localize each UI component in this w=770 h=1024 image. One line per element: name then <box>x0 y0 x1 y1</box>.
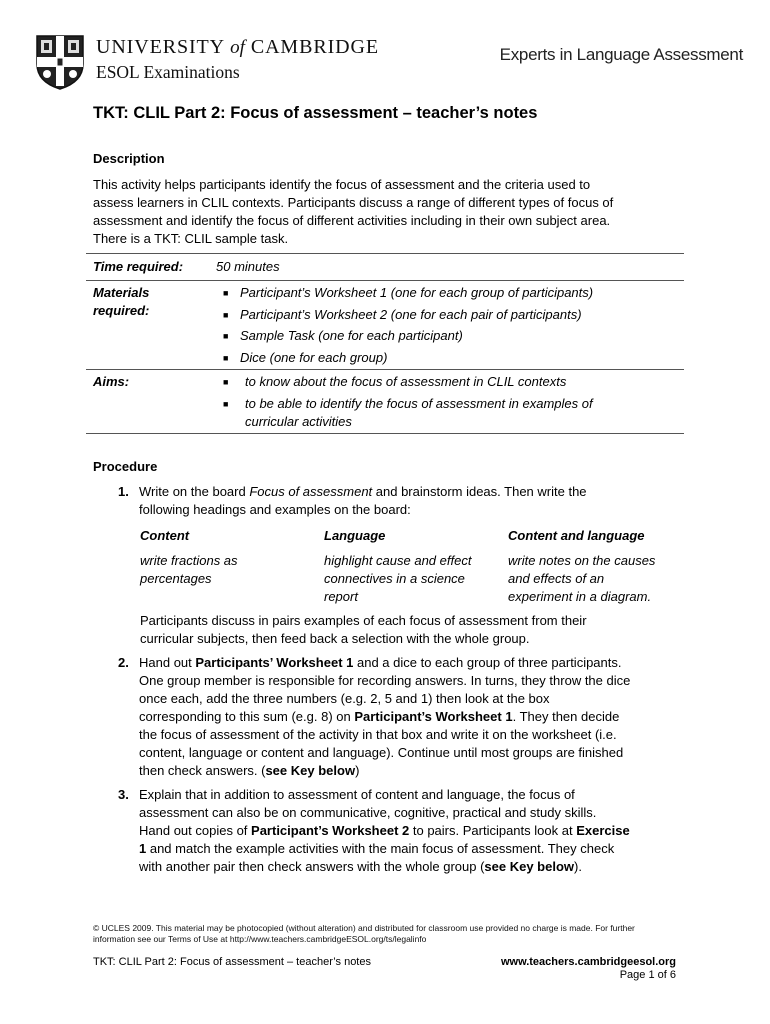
step-number: 2. <box>118 655 129 670</box>
materials-list <box>216 284 593 370</box>
page-title: TKT: CLIL Part 2: Focus of assessment – teacher’s notes <box>93 104 538 122</box>
column-body: write notes on the causes and effects of an experiment in a diagram. <box>508 553 656 604</box>
bullet-icon: ■ <box>223 352 229 363</box>
footer-info <box>501 956 676 982</box>
procedure-step-3: 3. Explain that in addition to assessment of content and language, the focus of assessment can also be on communicative, cognitive, practical and study skills. Hand out copies of Participant’s Worksheet 2 to pairs. Participants look at Exercise 1 and match the example activities with the main focus of assessment. They check with another pair then check answers with the whole group (see Key below). <box>118 787 630 874</box>
procedure-step-2: 2. Hand out Participants’ Worksheet 1 and a dice to each group of three participants. One group member is responsible for recording answers. In turns, they throw the dice once each, add the three numbers (e.g. 2, 5 and 1) then look at the box corresponding to this sum (e.g. 8) on Participant’s Worksheet 1. They then decide the focus of assessment of the activity in that box and write it on the worksheet (i.e. content, language or content and language). Continue until most groups are finished then check answers. (see Key below) <box>118 655 631 778</box>
column-content <box>140 527 238 588</box>
bullet-icon: ■ <box>223 399 229 409</box>
step-1-followup: Participants discuss in pairs examples of each focus of assessment from their curricular subjects, then feed back a selection with the whole group. <box>140 613 587 646</box>
list-item: ■ Participant’s Worksheet 2 (one for each pair of participants) <box>223 306 582 322</box>
tagline: Experts in Language Assessment <box>499 45 743 64</box>
time-row <box>86 253 684 280</box>
list-item: ■ to be able to identify the focus of assessment in examples of curricular activities <box>223 396 593 429</box>
list-item: ■ to know about the focus of assessment in CLIL contexts <box>223 374 567 389</box>
description-line: This activity helps participants identify the focus of assessment and the criteria used to <box>93 177 591 192</box>
procedure-step-1: 1. Write on the board Focus of assessment and brainstorm ideas. Then write the following headings and examples on the board: <box>118 484 587 517</box>
university-name: UNIVERSITY of CAMBRIDGE <box>96 36 379 58</box>
bullet-icon: ■ <box>223 377 229 387</box>
materials-row <box>86 280 684 369</box>
step-number: 3. <box>118 787 129 802</box>
list-item: ■ Sample Task (one for each participant) <box>223 328 463 343</box>
aims-list <box>216 373 593 431</box>
description-heading: Description <box>93 151 165 166</box>
column-language <box>324 527 471 606</box>
description-line: assess learners in CLIL contexts. Participants discuss a range of different types of focus of <box>93 195 614 210</box>
aims-label: Aims: <box>93 374 130 389</box>
description-text <box>93 176 683 248</box>
bullet-icon: ■ <box>223 309 229 320</box>
column-heading: Content and language <box>508 528 645 543</box>
column-heading: Language <box>324 528 386 543</box>
page-number: Page 1 of 6 <box>619 969 676 981</box>
description-line: assessment and identify the focus of different activities including in their own subject area. <box>93 213 611 228</box>
cambridge-crest-logo <box>35 34 85 90</box>
esol-examinations: ESOL Examinations <box>96 62 240 82</box>
time-label: Time required: <box>93 259 184 274</box>
footer-url[interactable]: www.teachers.cambridgeesol.org <box>500 956 676 968</box>
info-table <box>86 253 684 434</box>
list-item: ■ Dice (one for each group) <box>223 349 388 365</box>
procedure-heading: Procedure <box>93 459 158 474</box>
step-number: 1. <box>118 484 129 499</box>
description-line: There is a TKT: CLIL sample task. <box>93 231 289 246</box>
aims-row <box>86 369 684 434</box>
copyright-notice: © UCLES 2009. This material may be photocopied (without alteration) and distributed for classroom use provided no charge is made. For further information see our Terms of Use at http://www.teachers.cambridgeESOL.org/ts/legalinfo <box>93 923 635 944</box>
column-content-and-language <box>508 527 655 606</box>
footer-doc-name: TKT: CLIL Part 2: Focus of assessment – teacher’s notes <box>93 956 371 968</box>
column-body: highlight cause and effect connectives in a science report <box>324 553 472 604</box>
page-header <box>0 0 770 95</box>
bullet-icon: ■ <box>223 288 229 298</box>
materials-label: Materials required: <box>93 285 150 318</box>
list-item: ■ Participant’s Worksheet 1 (one for each group of participants) <box>223 285 594 300</box>
bullet-icon: ■ <box>223 331 229 341</box>
column-heading: Content <box>140 528 190 543</box>
column-body: write fractions as percentages <box>140 553 238 586</box>
time-value: 50 minutes <box>216 259 280 274</box>
